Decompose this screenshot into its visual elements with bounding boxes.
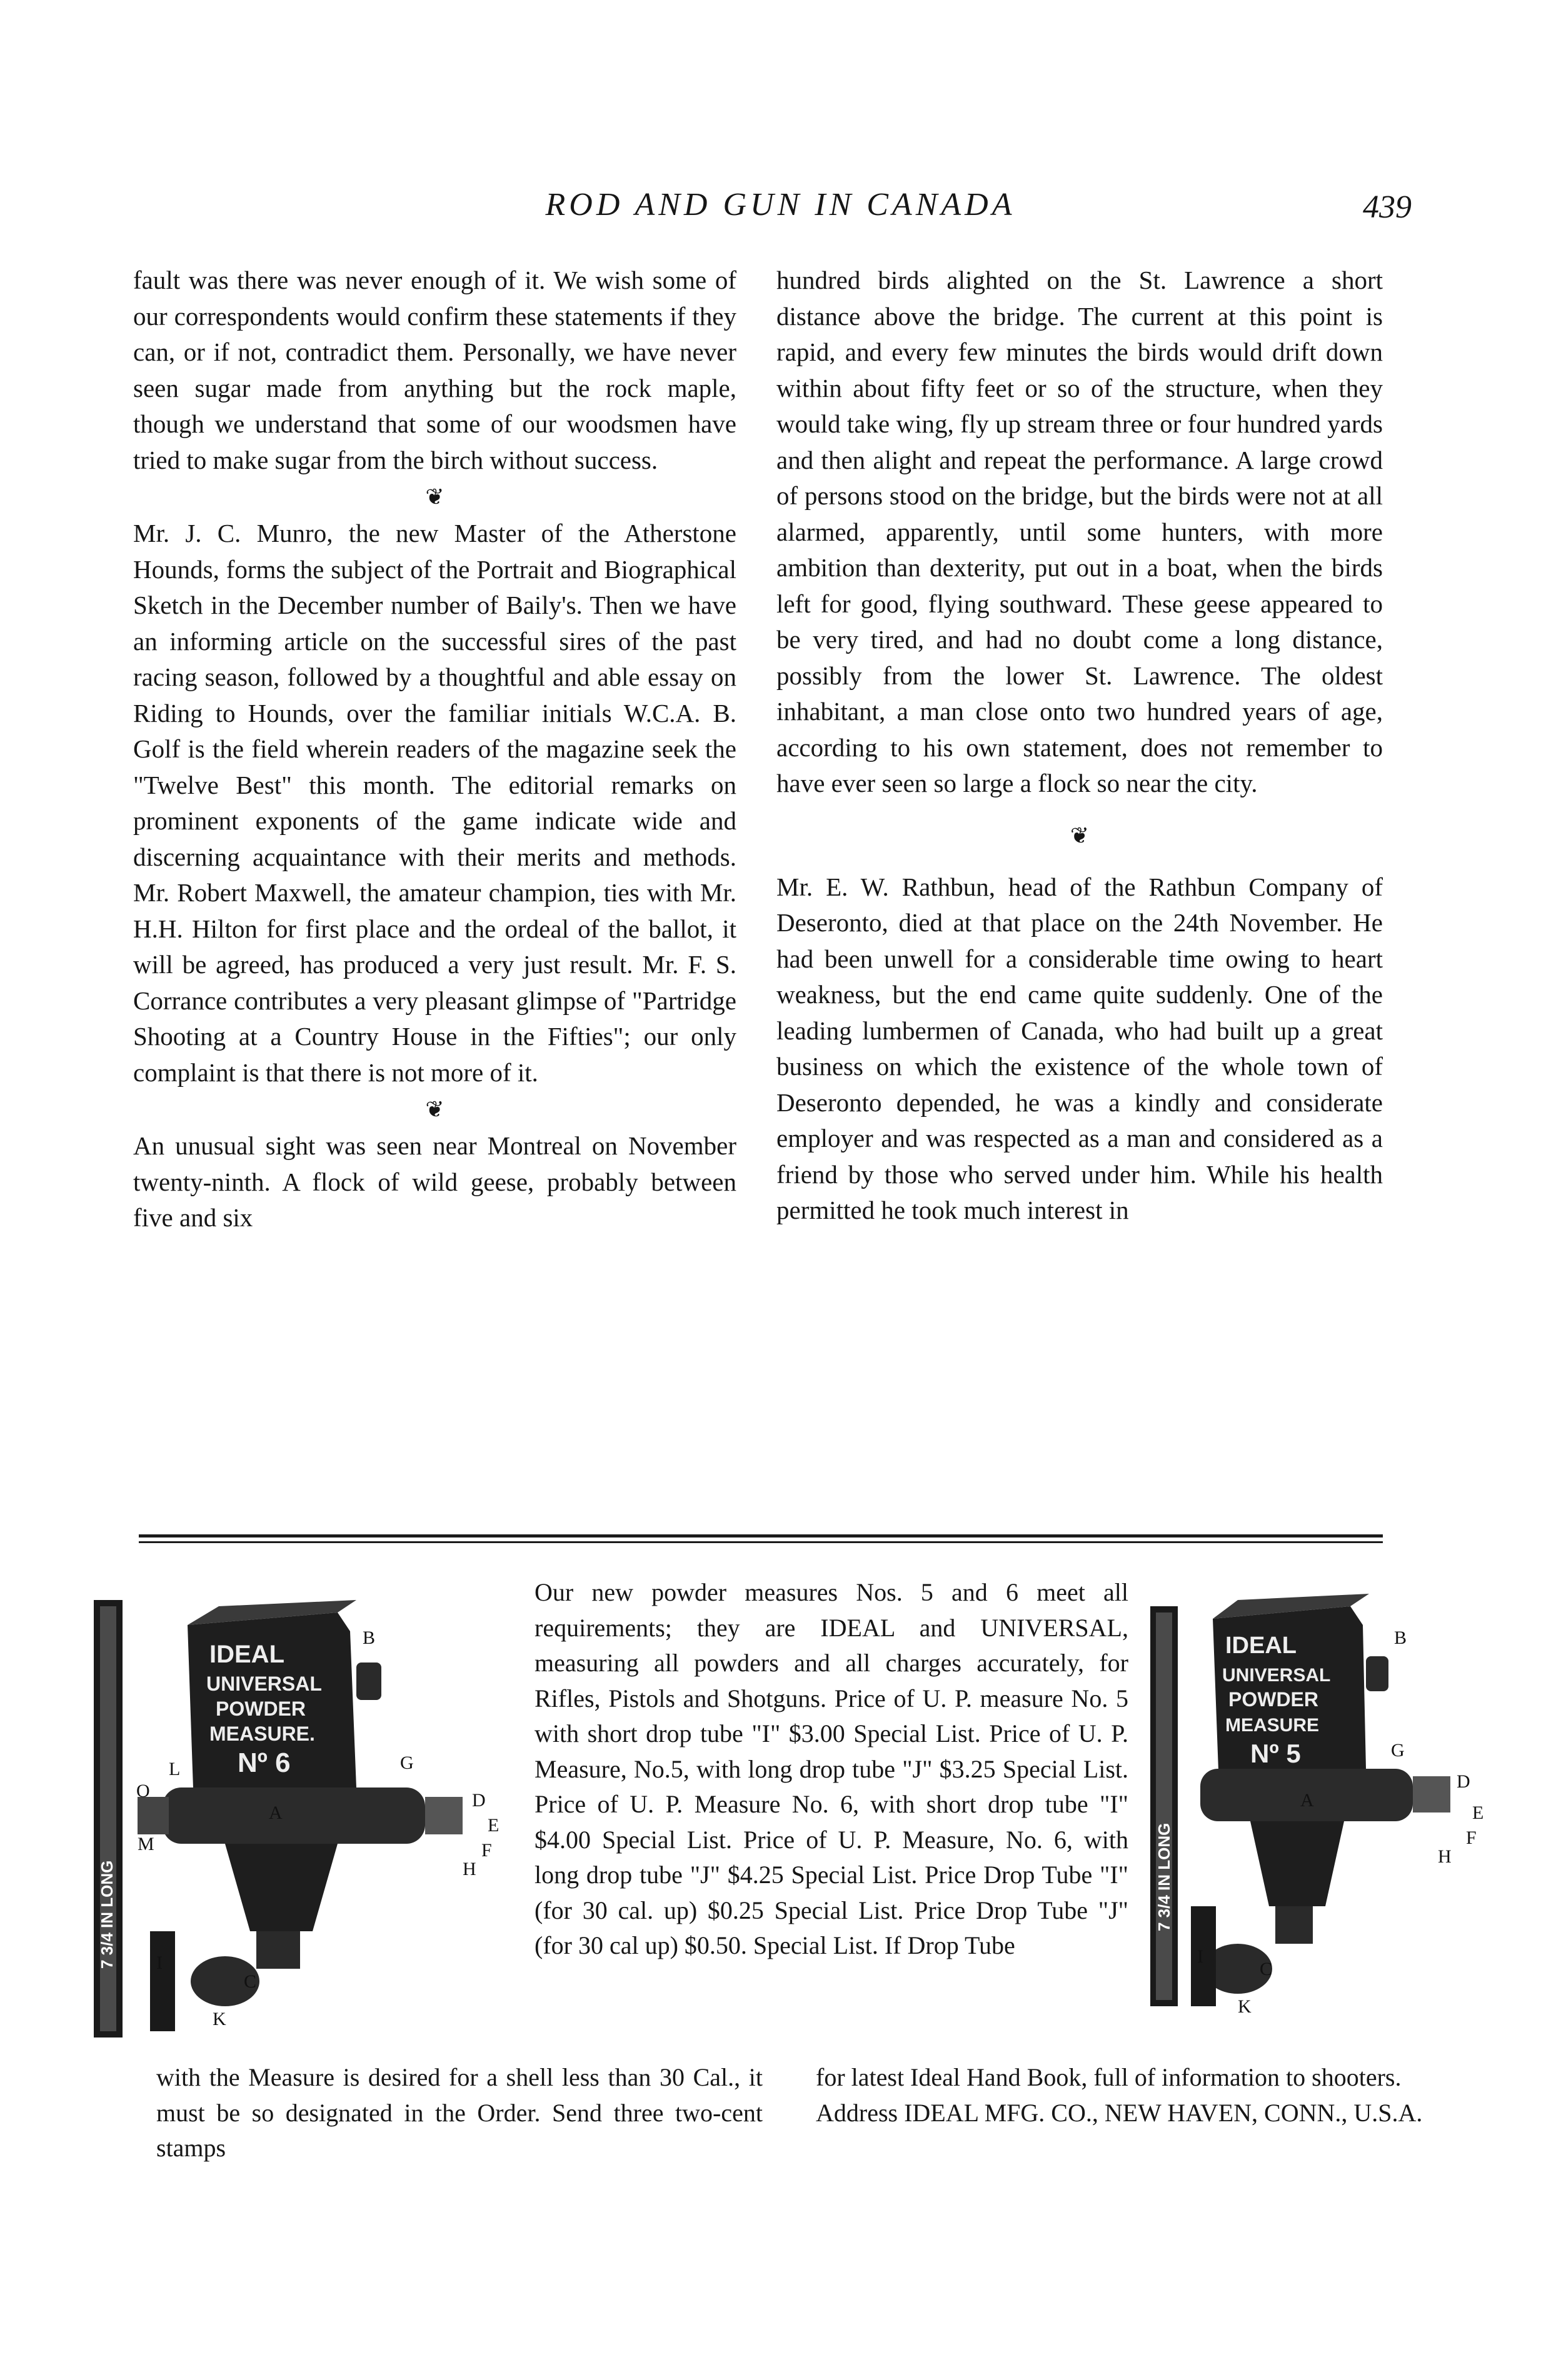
- callout-letter: M: [138, 1834, 154, 1854]
- ad-top-rule-thin: [139, 1541, 1383, 1543]
- callout-letter: I: [1197, 1946, 1203, 1967]
- callout-letter: B: [363, 1628, 376, 1648]
- ad-top-rule: [139, 1534, 1383, 1538]
- label-line-3: POWDER: [1228, 1688, 1318, 1711]
- advertisement-tail-right: for latest Ideal Hand Book, full of information to shooters. Address IDEAL MFG. CO., NEW HAVEN, CONN., U.S.A.: [816, 2063, 1423, 2127]
- callout-letter: E: [488, 1815, 499, 1836]
- callout-letter: G: [1391, 1740, 1405, 1761]
- callout-letter: C: [244, 1971, 257, 1992]
- callout-letter: E: [1472, 1802, 1484, 1823]
- ornament-divider: ❦: [425, 1097, 444, 1122]
- callout-letter: F: [1466, 1828, 1477, 1848]
- ruler-label: 7 3/4 IN LONG: [1155, 1822, 1173, 1931]
- callout-letter: I: [156, 1952, 163, 1973]
- powder-measure-no5-image: [1144, 1581, 1494, 2038]
- label-line-5: Nº 5: [1250, 1739, 1301, 1768]
- callout-letter: A: [269, 1802, 283, 1823]
- label-line-3: POWDER: [216, 1698, 306, 1720]
- label-line-5: Nº 6: [238, 1748, 291, 1778]
- callout-letter: K: [1238, 1996, 1252, 2017]
- callout-letter: A: [1300, 1790, 1314, 1811]
- label-line-4: MEASURE: [1225, 1715, 1320, 1736]
- callout-letter: H: [1438, 1846, 1452, 1867]
- label-line-1: IDEAL: [1225, 1632, 1297, 1659]
- callout-letter: C: [1260, 1959, 1273, 1979]
- right-column: [776, 262, 1383, 1229]
- running-header-title: ROD AND GUN IN CANADA: [545, 187, 1016, 222]
- callout-letter: D: [472, 1790, 486, 1811]
- callout-letter: G: [400, 1752, 414, 1773]
- paragraph-rathbun-obituary: Mr. E. W. Rathbun, head of the Rathbun Company of Deseronto, died at that place on the 24th November. He had been unwell for a considerable time owing to heart weakness, but the end came quite suddenly. One of the leading lumbermen of Canada, who had built up a great business on which the existence of the whole town of Deseronto depended, he was a kindly and considerate employer and was respected as a man and considered as a friend by those who served under him. While his health permitted he took much interest in: [776, 872, 1383, 1224]
- label-line-2: UNIVERSAL: [1222, 1665, 1331, 1686]
- powder-measure-no6-image: [88, 1581, 525, 2038]
- callout-letter: H: [463, 1859, 476, 1879]
- advertisement-body: Our new powder measures Nos. 5 and 6 meet all requirements; they are IDEAL and UNIVERSAL, measuring all powders and all charges accurately, for Rifles, Pistols and Shotguns. Price of U. P. measure No. 5 with short drop tube "I" $3.00 Special List. Price of U. P. Measure, No.5, with long drop tube "J" $3.25 Special List. Price of U. P. Measure No. 6, with short drop tube "I" $4.00 Special List. Price of U. P. Measure, No. 6, with long drop tube "J" $4.25 Special List. Price Drop Tube "I" (for 30 cal. up) $0.25 Special List. Price Drop Tube "J" (for 30 cal up) $0.50. Special List. If Drop Tube: [535, 1578, 1128, 1959]
- ornament-divider: ❦: [1070, 822, 1090, 848]
- paragraph-wild-geese-start: An unusual sight was seen near Montreal on November twenty-ninth. A flock of wild geese, probably between five and six: [133, 1131, 736, 1232]
- paragraph-maple-sugar: fault was there was never enough of it. We wish some of our correspondents would confirm these statements if they can, or if not, contradict them. Personally, we have never seen sugar made from anything but the rock maple, though we understand that some of our woodsmen have tried to make sugar from the birch without success.: [133, 266, 736, 474]
- advertisement-tail-left: with the Measure is desired for a shell less than 30 Cal., it must be so designated in the Order. Send three two-cent stamps: [156, 2063, 763, 2162]
- page-number: 439: [1363, 189, 1412, 225]
- callout-letter: D: [1457, 1771, 1470, 1792]
- callout-letter: K: [213, 2009, 226, 2029]
- label-line-1: IDEAL: [209, 1641, 284, 1668]
- label-line-4: MEASURE.: [209, 1722, 315, 1745]
- callout-letter: B: [1394, 1628, 1407, 1648]
- callout-letter: L: [169, 1759, 181, 1779]
- ruler-label: 7 3/4 IN LONG: [98, 1860, 116, 1969]
- ornament-divider: ❦: [425, 484, 444, 509]
- paragraph-wild-geese-continued: hundred birds alighted on the St. Lawrence a short distance above the bridge. The current at this point is rapid, and every few minutes the birds would drift down within about fifty feet or so of the structure, when they would take wing, fly up stream three or four hundred yards and then alight and repeat the performance. A large crowd of persons stood on the bridge, but the birds were not at all alarmed, apparently, until some hunters, with more ambition than dexterity, put out in a boat, when the birds left for good, flying southward. These geese appeared to be very tired, and had no doubt come a long distance, possibly from the lower St. Lawrence. The oldest inhabitant, a man close onto two hundred years of age, according to his own statement, does not remember to have ever seen so large a flock so near the city.: [776, 266, 1383, 798]
- callout-letter: O: [136, 1781, 150, 1801]
- label-line-2: UNIVERSAL: [206, 1672, 322, 1695]
- callout-letter: F: [481, 1840, 492, 1861]
- left-column: [133, 262, 736, 1236]
- paragraph-bailys-magazine: Mr. J. C. Munro, the new Master of the Atherstone Hounds, forms the subject of the Portrait and Biographical Sketch in the December number of Baily's. Then we have an informing article on the successful sires of the past racing season, followed by a thoughtful and able essay on Riding to Hounds, over the familiar initials W.C.A. B. Golf is the field wherein readers of the magazine seek the "Twelve Best" this month. The editorial remarks on prominent exponents of the game indicate wide and discerning acquaintance with their merits and methods. Mr. Robert Maxwell, the amateur champion, ties with Mr. H.H. Hilton for first place and the ordeal of the ballot, it will be agreed, has produced a very just result. Mr. F. S. Corrance contributes a very pleasant glimpse of "Partridge Shooting at a Country House in the Fifties"; our only complaint is that there is not more of it.: [133, 519, 736, 1087]
